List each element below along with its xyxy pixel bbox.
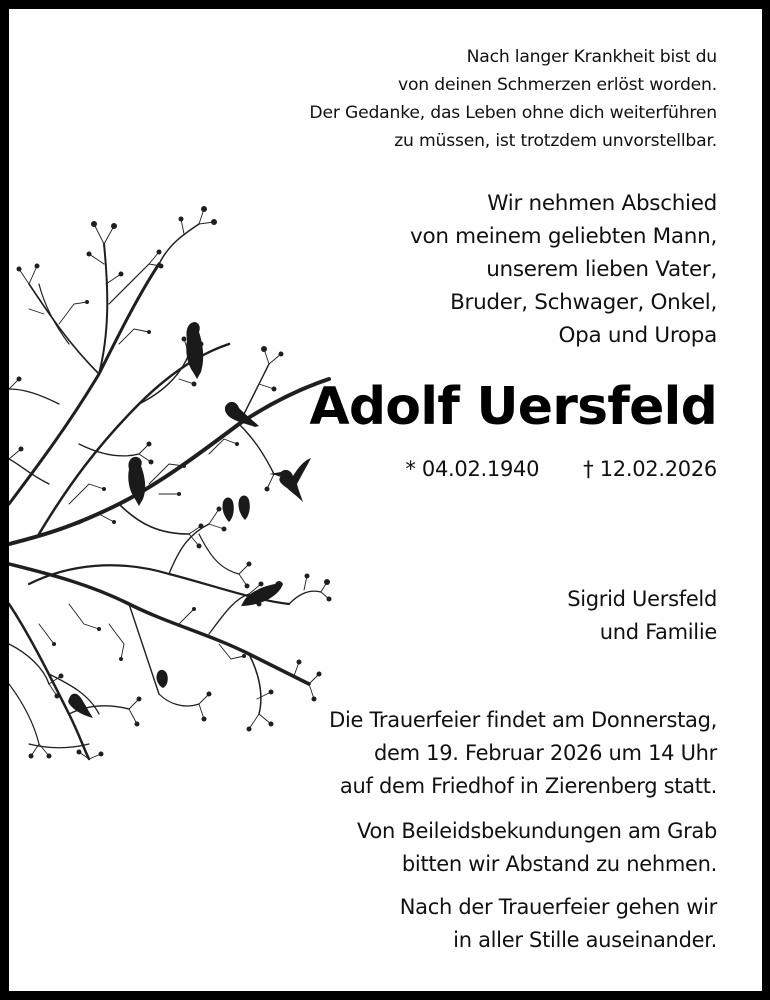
service-line: dem 19. Februar 2026 um 14 Uhr [373,741,717,765]
service-line: Die Trauerfeier findet am Donnerstag, [329,708,717,732]
intro-poem [309,43,717,155]
condolence-line: bitten wir Abstand zu nehmen. [401,852,717,876]
closing-line: Nach der Trauerfeier gehen wir [399,895,717,919]
service-info [329,704,717,803]
closing-note [400,891,717,957]
service-line: auf dem Friedhof in Zierenberg statt. [339,774,717,798]
mourner-line: Sigrid Uersfeld [567,587,717,611]
farewell-line: unserem lieben Vater, [486,257,717,282]
tree-with-birds-icon [9,204,339,764]
life-dates [405,455,717,483]
farewell-line: Wir nehmen Abschied [487,191,717,216]
condolence-line: Von Beileidsbekundungen am Grab [357,819,717,843]
farewell-line: Opa und Uropa [558,323,717,348]
farewell-line: Bruder, Schwager, Onkel, [450,290,717,315]
mourners [567,583,717,649]
deceased-name: Adolf Uersfeld [309,377,717,437]
intro-line: von deinen Schmerzen erlöst worden. [398,75,717,95]
obituary-notice [9,9,762,991]
intro-line: Der Gedanke, das Leben ohne dich weiterführen [309,103,717,123]
intro-line: zu müssen, ist trotzdem unvorstellbar. [394,131,717,151]
birth-date: * 04.02.1940 [405,457,540,481]
intro-line: Nach langer Krankheit bist du [466,47,717,67]
bird-silhouettes-icon [68,322,311,718]
condolence-note [357,815,717,881]
farewell-text [410,187,717,352]
closing-line: in aller Stille auseinander. [453,928,717,952]
death-date: † 12.02.2026 [583,457,717,481]
mourner-line: und Familie [599,620,717,644]
farewell-line: von meinem geliebten Mann, [410,224,717,249]
